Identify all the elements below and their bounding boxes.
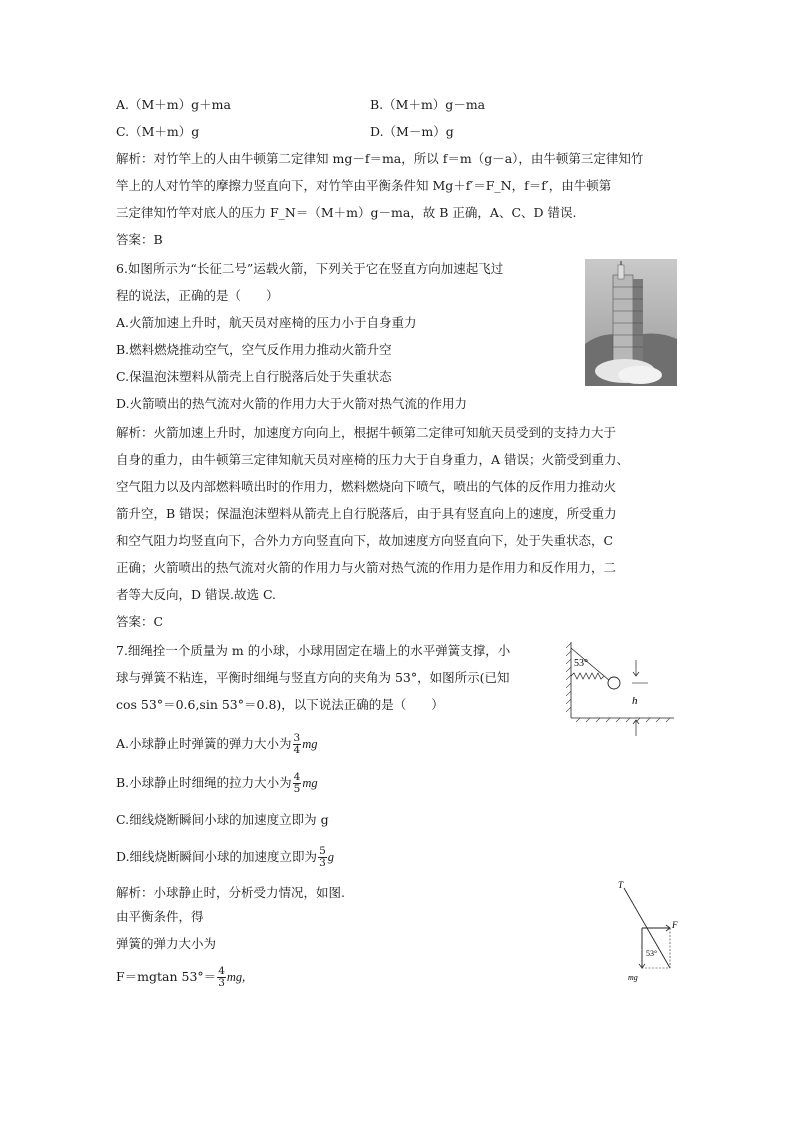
q7-analysis-line-3: 弹簧的弹力大小为 [116,936,217,951]
q6-stem-line-2: 程的说法，正确的是（ ） [116,288,279,303]
q7-analysis-line-1: 解析：小球静止时，分析受力情况，如图. [116,885,345,900]
q6-option-a: A.火箭加速上升时，航天员对座椅的压力小于自身重力 [116,315,417,330]
fig7-h-label: h [632,695,638,707]
q6-analysis-line-6: 正确；火箭喷出的热气流对火箭的作用力与火箭对热气流的作用力是作用力和反作用力，二 [116,560,617,575]
q6-option-b: B.燃料燃烧推动空气，空气反作用力推动火箭升空 [116,342,392,357]
q5-option-d: D.（M－m）g [370,124,454,139]
q6-analysis-line-2: 自身的重力，由牛顿第三定律知航天员对座椅的压力大于自身重力，A 错误；火箭受到重力、 [116,452,630,467]
fraction: $\frac{4}{3}$ [218,965,225,989]
q5-option-c: C.（M＋m）g [116,124,200,139]
spring-ball-diagram [566,640,676,740]
q6-analysis-line-5: 和空气阻力均竖直向下，合外力方向竖直向下，故加速度方向竖直向下，处于失重状态，C [116,533,614,548]
q6-analysis-line-3: 空气阻力以及内部燃料喷出时的作用力，燃料燃烧向下喷气，喷出的气体的反作用力推动火 [116,479,617,494]
q5-option-b: B.（M＋m）g－ma [370,97,486,112]
q6-option-d: D.火箭喷出的热气流对火箭的作用力大于火箭对热气流的作用力 [116,396,468,411]
fraction: $\frac{4}{5}$ [293,771,301,795]
q5-analysis-line-3: 三定律知竹竿对底人的压力 F_N＝（M＋m）g－ma，故 B 正确，A、C、D 错误. [116,205,577,220]
q6-analysis-line-4: 箭升空，B 错误；保温泡沫塑料从箭壳上自行脱落后，由于具有竖直向上的速度，所受重力 [116,506,617,521]
fig8-angle-label: 53° [646,949,658,958]
q5-answer: 答案：B [116,232,163,247]
fig8-F-label: F [672,920,678,930]
fig8-T-label: T [618,880,624,890]
q7-stem-line-1: 7.细绳拴一个质量为 m 的小球，小球用固定在墙上的水平弹簧支撑，小 [116,643,511,658]
force-diagram [612,878,682,986]
rocket-launch-photo [585,259,677,386]
q7-option-b: B.小球静止时细绳的拉力大小为 $\frac{4}{5}$ mg [116,771,318,795]
q7-stem-line-3: cos 53°＝0.6,sin 53°＝0.8)，以下说法正确的是（ ） [116,697,444,712]
q6-analysis-line-1: 解析：火箭加速上升时，加速度方向向上，根据牛顿第二定律可知航天员受到的支持力大于 [116,425,617,440]
q7-analysis-line-2: 由平衡条件，得 [116,909,204,924]
q7-option-c: C.细线烧断瞬间小球的加速度立即为 g [116,812,329,827]
q7-option-d: D.细线烧断瞬间小球的加速度立即为 $\frac{5}{3}$ g [116,845,334,869]
q7-option-a: A.小球静止时弹簧的弹力大小为 $\frac{3}{4}$ mg [116,732,318,756]
fraction: $\frac{3}{4}$ [293,732,301,756]
fig7-angle-label: 53° [574,658,588,669]
q7-formula: F＝mgtan 53°＝ $\frac{4}{3}$ mg, [116,965,246,989]
fig8-mg-label: mg [628,973,638,982]
q6-answer: 答案：C [116,614,164,629]
q5-option-a: A.（M＋m）g＋ma [116,97,231,112]
fraction: $\frac{5}{3}$ [319,845,326,869]
q6-analysis-line-7: 者等大反向，D 错误.故选 C. [116,587,277,602]
q5-analysis-line-1: 解析：对竹竿上的人由牛顿第二定律知 mg－f＝ma，所以 f＝m（g－a），由牛顿第三定律知竹 [116,151,644,166]
q7-stem-line-2: 球与弹簧不粘连，平衡时细绳与竖直方向的夹角为 53°，如图所示(已知 [116,670,510,685]
q5-analysis-line-2: 竿上的人对竹竿的摩擦力竖直向下，对竹竿由平衡条件知 Mg＋f′＝F_N，f＝f′，由牛顿第 [116,178,612,193]
q6-stem-line-1: 6.如图所示为“长征二号”运载火箭，下列关于它在竖直方向加速起飞过 [116,261,504,276]
q6-option-c: C.保温泡沫塑料从箭壳上自行脱落后处于失重状态 [116,369,392,384]
